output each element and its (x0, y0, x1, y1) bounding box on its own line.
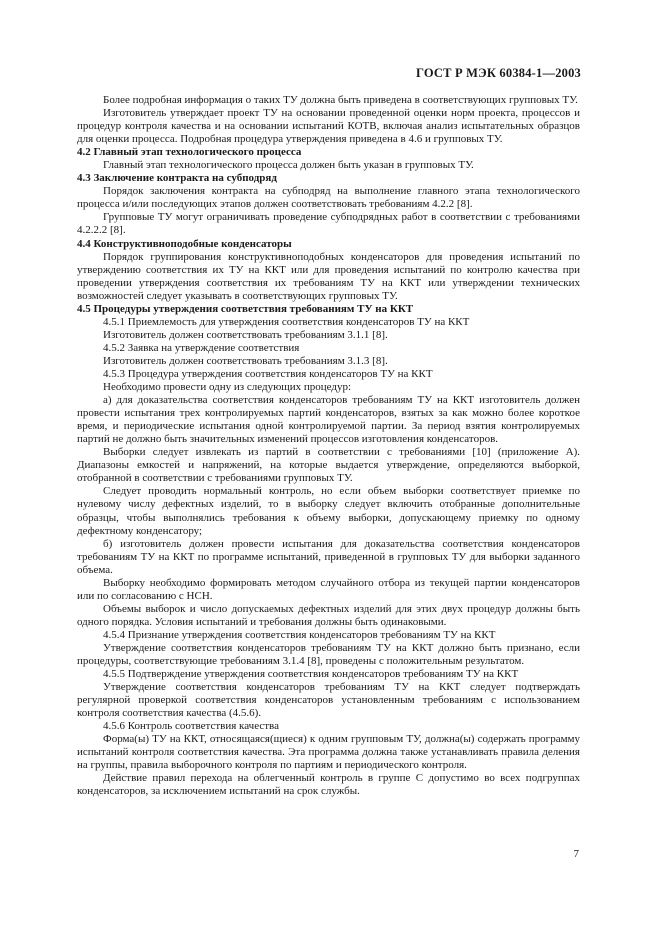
body-paragraph: Выборку необходимо формировать методом случайного отбора из текущей партии конденсаторов или по согласованию с НСН. (77, 576, 580, 602)
body-paragraph: Порядок заключения контракта на субподряд на выполнение главного этапа технологического процесса и/или последующих этапов должен соответствовать требованиям 4.2.2 [8]. (77, 185, 580, 211)
body-paragraph: Порядок группирования конструктивноподобных конденсаторов для проведения испытаний по утверждению соответствия их ТУ на ККТ или для проведения испытаний по контролю качества при проведении утверждения соответствия их требованиям ТУ на ККТ или утверждении технических возможностей следует указывать в соответствующих групповых ТУ. (77, 250, 580, 302)
body-paragraph: Утверждение соответствия конденсаторов требованиям ТУ на ККТ должно быть признано, если процедуры, соответствующие требованиям 3.1.4 [8], проведены с положительным результатом. (77, 641, 580, 668)
body-paragraph: 4.5.3 Процедура утверждения соответствия конденсаторов ТУ на ККТ (103, 367, 433, 380)
section-heading: 4.5 Процедуры утверждения соответствия требованиям ТУ на ККТ (77, 302, 414, 315)
body-paragraph: Групповые ТУ могут ограничивать проведение субподрядных работ в соответствии с требованиями 4.2.2.2 [8]. (77, 211, 580, 237)
body-paragraph: 4.5.6 Контроль соответствия качества (103, 720, 279, 733)
section-heading: 4.3 Заключение контракта на субподряд (77, 172, 277, 185)
body-paragraph: Утверждение соответствия конденсаторов требованиям ТУ на ККТ следует подтверждать регулярной проверкой соответствия конденсаторов установленным требованиям с использованием контроля соответствия качества (4.5.6). (77, 681, 580, 720)
document-body (77, 94, 580, 799)
body-paragraph: Выборки следует извлекать из партий в соответствии с требованиями [10] (приложение А). Диапазоны емкостей и напряжений, на которые выдается утверждение, определяются выборкой, отобранной в соответствии с требованиями групповых ТУ. (77, 446, 580, 485)
body-paragraph: 4.5.2 Заявка на утверждение соответствия (103, 341, 300, 354)
body-paragraph: Форма(ы) ТУ на ККТ, относящаяся(щиеся) к одним групповым ТУ, должна(ы) содержать программу испытаний контроля соответствия качества. Эта программа должна также устанавливать правила деления на группы, правила выборочного контроля по партиям и периодического контроля. (77, 733, 580, 772)
body-paragraph: Следует проводить нормальный контроль, но если объем выборки соответствует приемке по нулевому числу дефектных изделий, то в выборку следует включить отобранные дополнительные образцы, чтобы выполнялись требования к объему выборки, допускающему приемку по одному дефектному конденсатору; (77, 485, 580, 537)
body-paragraph: Более подробная информация о таких ТУ должна быть приведена в соответствующих групповых ТУ. (103, 94, 578, 106)
body-paragraph: 4.5.4 Признание утверждения соответствия конденсаторов требованиям ТУ на ККТ (103, 628, 496, 641)
body-paragraph: Главный этап технологического процесса должен быть указан в групповых ТУ. (103, 159, 474, 172)
body-paragraph: Изготовитель утверждает проект ТУ на основании проведенной оценки норм проекта, процессов и процедур контроля качества и на основании испытаний КОТВ, включая анализ испытательных образцов для оценки процесса. Подробная процедура утверждения приведена в 4.6 и групповых ТУ. (77, 107, 580, 146)
document-code-header: ГОСТ Р МЭК 60384-1—2003 (416, 66, 581, 80)
page-number: 7 (573, 848, 579, 860)
body-paragraph: б) изготовитель должен провести испытания для доказательства соответствия конденсаторов требованиям ТУ на ККТ по программе испытаний, приведенной в групповых ТУ для выборки заданного объема. (77, 537, 580, 576)
body-paragraph: Изготовитель должен соответствовать требованиям 3.1.1 [8]. (103, 328, 388, 341)
body-paragraph: Необходимо провести одну из следующих процедур: (103, 381, 352, 394)
body-paragraph: Действие правил перехода на облегченный контроль в группе С допустимо во всех подгруппах конденсаторов, за исключением испытаний на срок службы. (77, 772, 580, 798)
body-paragraph: а) для доказательства соответствия конденсаторов требованиям ТУ на ККТ изготовитель должен провести испытания трех контролируемых партий конденсаторов, взятых за как можно более короткое время, и периодические испытания одной контролируемой партии. За период взятия контролируемых партий не должно быть значительных изменений процессов изготовления конденсаторов. (77, 394, 580, 446)
section-heading: 4.4 Конструктивноподобные конденсаторы (77, 237, 292, 250)
body-paragraph: 4.5.5 Подтверждение утверждения соответствия конденсаторов требованиям ТУ на ККТ (103, 668, 519, 681)
body-paragraph: Изготовитель должен соответствовать требованиям 3.1.3 [8]. (103, 354, 388, 367)
body-paragraph: Объемы выборок и число допускаемых дефектных изделий для этих двух процедур должны быть одного порядка. Условия испытаний и требования должны быть одинаковыми. (77, 602, 580, 628)
section-heading: 4.2 Главный этап технологического процесса (77, 146, 302, 159)
body-paragraph: 4.5.1 Приемлемость для утверждения соответствия конденсаторов ТУ на ККТ (103, 315, 470, 328)
